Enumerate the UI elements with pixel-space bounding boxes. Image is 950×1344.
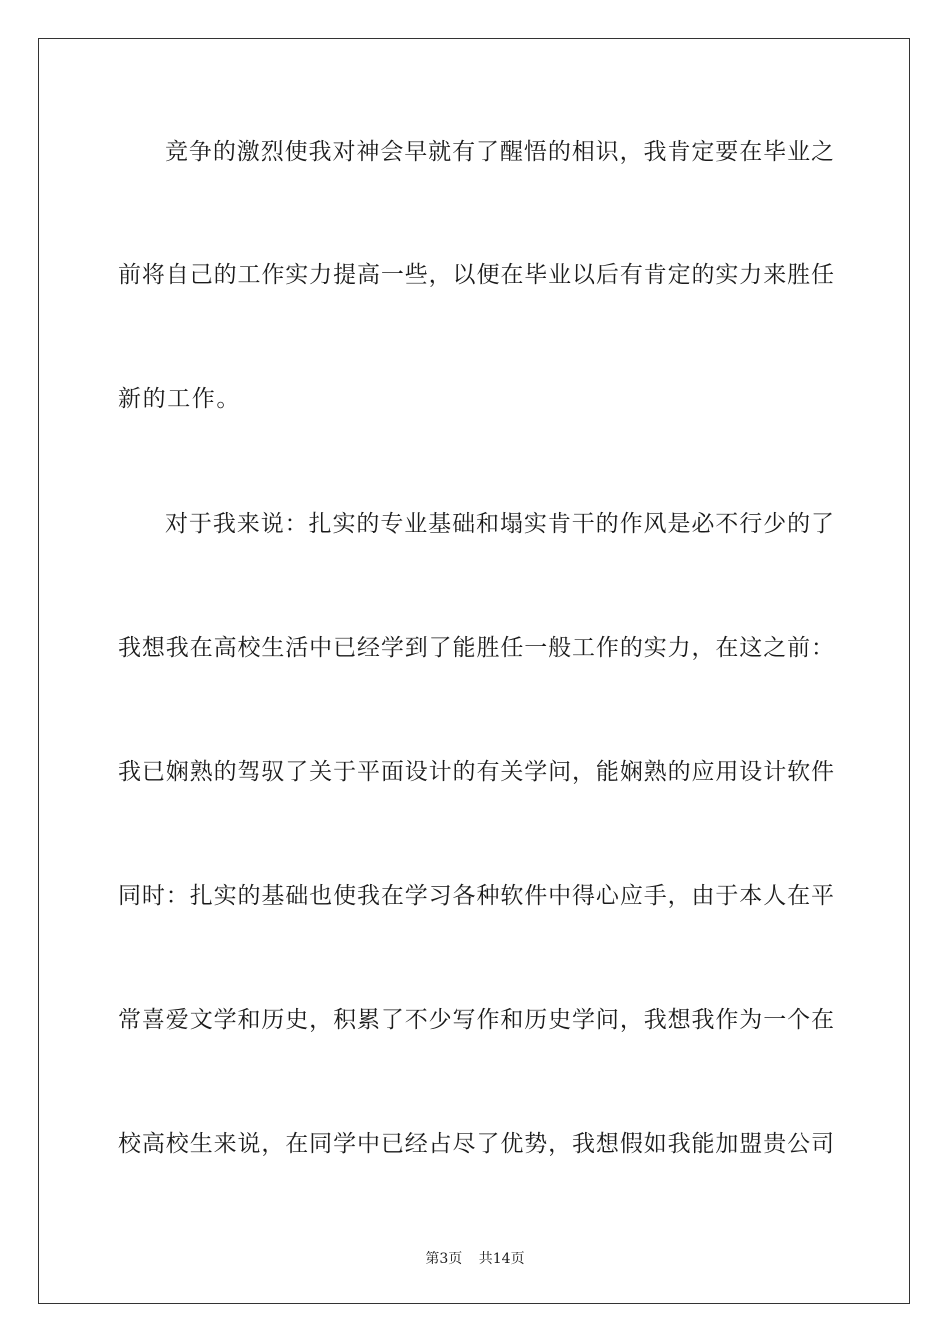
text-line: 校高校生来说，在同学中已经占尽了优势，我想假如我能加盟贵公司 xyxy=(118,1131,834,1157)
page-footer xyxy=(0,1248,950,1268)
text-line: 前将自己的工作实力提高一些，以便在毕业以后有肯定的实力来胜任 xyxy=(118,262,834,288)
text-line: 对于我来说：扎实的专业基础和塌实肯干的作风是必不行少的了 xyxy=(165,511,834,537)
text-line: 常喜爱文学和历史，积累了不少写作和历史学问，我想我作为一个在 xyxy=(118,1007,834,1033)
page-number: 第3页 xyxy=(425,1251,463,1267)
text-line: 同时：扎实的基础也使我在学习各种软件中得心应手，由于本人在平 xyxy=(118,883,834,909)
text-line: 我想我在高校生活中已经学到了能胜任一般工作的实力，在这之前： xyxy=(118,635,834,661)
page-border xyxy=(38,38,910,1304)
text-line: 新的工作。 xyxy=(118,386,241,412)
text-line: 竞争的激烈使我对神会早就有了醒悟的相识，我肯定要在毕业之 xyxy=(165,139,834,165)
text-line: 我已娴熟的驾驭了关于平面设计的有关学问，能娴熟的应用设计软件 xyxy=(118,759,834,785)
page-total: 共14页 xyxy=(478,1251,525,1267)
